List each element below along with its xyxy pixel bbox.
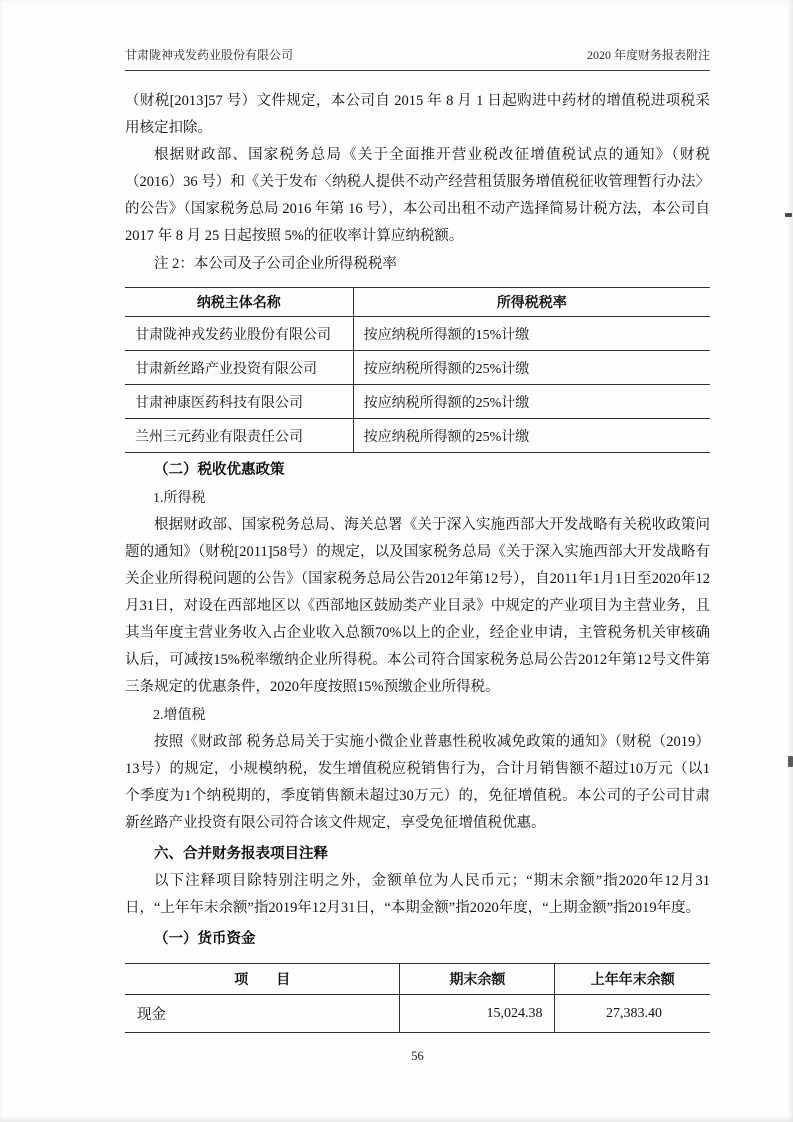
entity-name-cell: 甘肃神康医药科技有限公司 xyxy=(125,385,353,419)
subheading-vat: 2.增值税 xyxy=(153,708,206,723)
company-name: 甘肃陇神戎发药业股份有限公司 xyxy=(125,48,294,62)
tax-table-header-rate: 所得税税率 xyxy=(353,288,710,317)
paragraph-vat-exemption: 按照《财政部 税务总局关于实施小微企业普惠性税收减免政策的通知》（财税（2019）13号）的规定，小规模纳税，发生增值税应税销售行为，合计月销售额不超过10万元（以1个季度为1个纳税期的，季度销售额未超过30万元）的，免征增值税。本公司的子公司甘肃新丝路产业投资有限公司符合该文件规定，享受免征增值税优惠。 xyxy=(125,734,710,831)
report-title: 2020 年度财务报表附注 xyxy=(586,48,710,62)
page-number: 56 xyxy=(411,1049,424,1063)
item-name-cell: 现金 xyxy=(125,995,400,1033)
note2-label: 注 2：本公司及子公司企业所得税税率 xyxy=(154,256,397,272)
tax-table-head xyxy=(125,288,710,317)
tax-table-body xyxy=(125,317,710,453)
cash-table-head xyxy=(125,964,710,995)
cash-table-body xyxy=(125,995,710,1033)
table-header-row xyxy=(125,288,710,317)
table-row xyxy=(125,351,710,385)
page-content xyxy=(125,46,710,1033)
tax-rate-cell: 按应纳税所得额的25%计缴 xyxy=(353,419,710,453)
prior-balance-cell: 27,383.40 xyxy=(555,995,710,1033)
table-row xyxy=(125,419,710,453)
paragraph-vat-policy: 根据财政部、国家税务总局《关于全面推开营业税改征增值税试点的通知》（财税（2016）36 号）和《关于发布〈纳税人提供不动产经营租赁服务增值税征收管理暂行办法〉的公告》（国家税务总局 2016 年第 16 号），本公司出租不动产选择简易计税方法，本公司自 2017 年 8 月 25 日起按照 5%的征收率计算应纳税额。 xyxy=(125,147,710,244)
tax-rate-cell: 按应纳税所得额的15%计缴 xyxy=(353,317,710,351)
cash-table-header-item: 项 目 xyxy=(125,964,400,995)
income-tax-rate-table xyxy=(125,287,710,453)
entity-name-cell: 兰州三元药业有限责任公司 xyxy=(125,419,353,453)
section-heading-consolidated-notes: 六、合并财务报表项目注释 xyxy=(154,846,328,862)
entity-name-cell: 甘肃新丝路产业投资有限公司 xyxy=(125,351,353,385)
scan-artifact xyxy=(785,213,792,217)
table-header-row xyxy=(125,964,710,995)
table-row xyxy=(125,317,710,351)
paragraph-notes-explanation: 以下注释项目除特别注明之外，金额单位为人民币元；“期末余额”指2020年12月31日，“上年年末余额”指2019年12月31日，“本期金额”指2020年度，“上期金额”指2019年度。 xyxy=(125,873,710,916)
section-heading-tax-preference: （二）税收优惠政策 xyxy=(154,462,285,478)
paragraph-income-tax-policy: 根据财政部、国家税务总局、海关总署《关于深入实施西部大开发战略有关税收政策问题的通知》（财税[2011]58号）的规定，以及国家税务总局《关于深入实施西部大开发战略有关企业所得税问题的公告》（国家税务总局公告2012年第12号），自2011年1月1日至2020年12月31日，对设在西部地区以《西部地区鼓励类产业目录》中规定的产业项目为主营业务，且其当年度主营业务收入占企业收入总额70%以上的企业，经企业申请，主管税务机关审核确认后，可减按15%税率缴纳企业所得税。本公司符合国家税务总局公告2012年第12号文件第三条规定的优惠条件，2020年度按照15%预缴企业所得税。 xyxy=(125,517,710,695)
page-header xyxy=(125,46,710,71)
paragraph-vat-deduction: （财税[2013]57 号）文件规定，本公司自 2015 年 8 月 1 日起购进中药材的增值税进项税采用核定扣除。 xyxy=(125,93,710,136)
tax-rate-cell: 按应纳税所得额的25%计缴 xyxy=(353,351,710,385)
tax-rate-cell: 按应纳税所得额的25%计缴 xyxy=(353,385,710,419)
scan-artifact xyxy=(788,756,793,767)
tax-table-header-entity: 纳税主体名称 xyxy=(125,288,353,317)
subheading-income-tax: 1.所得税 xyxy=(153,491,206,506)
current-balance-cell: 15,024.38 xyxy=(400,995,555,1033)
section-heading-monetary-funds: （一）货币资金 xyxy=(154,931,256,947)
table-row xyxy=(125,385,710,419)
cash-table-header-prior: 上年年末余额 xyxy=(555,964,710,995)
table-row xyxy=(125,995,710,1033)
cash-table-header-current: 期末余额 xyxy=(400,964,555,995)
entity-name-cell: 甘肃陇神戎发药业股份有限公司 xyxy=(125,317,353,351)
monetary-funds-table xyxy=(125,963,710,1033)
